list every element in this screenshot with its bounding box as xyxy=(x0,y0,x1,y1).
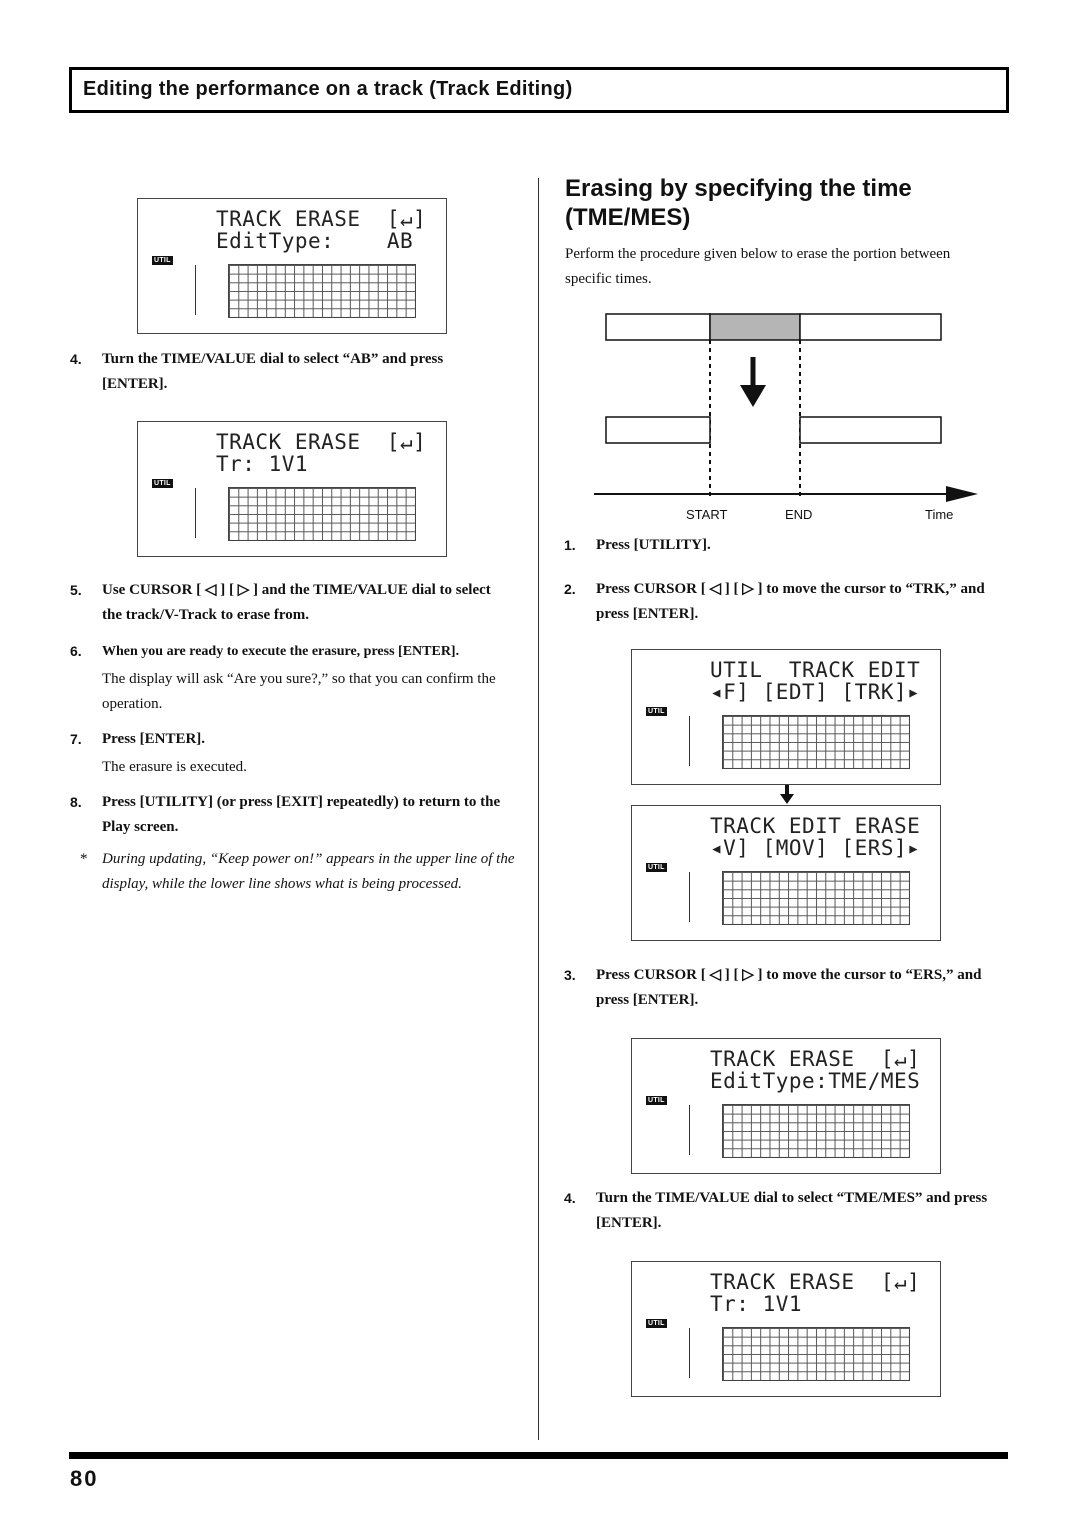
lcd-line-1: UTIL TRACK EDIT xyxy=(710,658,921,682)
step-text: Turn the TIME/VALUE dial to select “TME/MES” and press [ENTER]. xyxy=(596,1190,988,1231)
lcd-display-track-edit-erase xyxy=(631,805,941,941)
util-badge: UTIL xyxy=(648,708,665,715)
step-number: 3. xyxy=(564,967,576,983)
lcd-display-edittype-ab xyxy=(137,198,447,334)
lcd-line-2: EditType:TME/MES xyxy=(710,1069,921,1093)
lcd-display-track-select xyxy=(137,421,447,557)
lcd-vertical-bar xyxy=(195,265,196,315)
util-badge: UTIL xyxy=(154,480,171,487)
lcd-line-1: TRACK ERASE [↵] xyxy=(216,207,427,231)
lcd-line-2: Tr: 1V1 xyxy=(216,452,309,476)
step-number: 8. xyxy=(70,794,82,810)
step-number: 7. xyxy=(70,731,82,747)
start-label: START xyxy=(686,507,728,522)
lcd-vertical-bar xyxy=(689,716,690,766)
footer-rule xyxy=(69,1452,1008,1459)
step-number: 1. xyxy=(564,537,576,553)
lcd-display-util-track-edit xyxy=(631,649,941,785)
lcd-line-1: TRACK ERASE [↵] xyxy=(710,1270,921,1294)
lcd-vertical-bar xyxy=(195,488,196,538)
step-number: 4. xyxy=(70,351,82,367)
step-text: Press [ENTER]. xyxy=(102,731,206,747)
lcd-line-2: ◂V] [MOV] [ERS]▸ xyxy=(710,836,921,860)
note-text: During updating, “Keep power on!” appears in the upper line of the display, while the lower line shows what is being processed. xyxy=(102,851,515,892)
lcd-line-2: Tr: 1V1 xyxy=(710,1292,803,1316)
step-text: Press CURSOR [ ◁ ] [ ▷ ] to move the cursor to “TRK,” and press [ENTER]. xyxy=(596,581,985,622)
util-badge: UTIL xyxy=(154,257,171,264)
lcd-vertical-bar xyxy=(689,872,690,922)
arrow-down-icon xyxy=(778,785,796,805)
lcd-vertical-bar xyxy=(689,1105,690,1155)
lcd-grid xyxy=(228,487,416,541)
lcd-line-2: ◂F] [EDT] [TRK]▸ xyxy=(710,680,921,704)
erase-diagram-graphic xyxy=(590,305,990,535)
step-number: 6. xyxy=(70,643,82,659)
step-number: 5. xyxy=(70,582,82,598)
lcd-line-2: EditType: AB xyxy=(216,229,414,253)
step-text: Turn the TIME/VALUE dial to select “AB” and press [ENTER]. xyxy=(102,351,444,392)
note-asterisk: * xyxy=(80,851,88,867)
section-title: Erasing by specifying the time (TME/MES) xyxy=(565,175,912,231)
end-label: END xyxy=(785,507,813,522)
step-text: Press [UTILITY]. xyxy=(596,537,711,553)
step-text: Use CURSOR [ ◁ ] [ ▷ ] and the TIME/VALUE dial to select the track/V-Track to erase from. xyxy=(102,582,491,623)
step-number: 4. xyxy=(564,1190,576,1206)
lcd-grid xyxy=(722,1327,910,1381)
step-7-body: The erasure is executed. xyxy=(102,759,247,775)
lcd-display-track-select-2 xyxy=(631,1261,941,1397)
header-title: Editing the performance on a track (Track Editing) xyxy=(83,78,573,100)
intro-text: Perform the procedure given below to erase the portion between specific times. xyxy=(565,246,951,287)
lcd-line-1: TRACK EDIT ERASE xyxy=(710,814,921,838)
util-badge: UTIL xyxy=(648,1320,665,1327)
time-label: Time xyxy=(925,507,954,522)
lcd-grid xyxy=(722,1104,910,1158)
lcd-grid xyxy=(228,264,416,318)
section-header xyxy=(69,67,1009,113)
step-text: Press [UTILITY] (or press [EXIT] repeatedly) to return to the Play screen. xyxy=(102,794,501,835)
lcd-line-1: TRACK ERASE [↵] xyxy=(710,1047,921,1071)
lcd-vertical-bar xyxy=(689,1328,690,1378)
lcd-grid xyxy=(722,871,910,925)
step-text: When you are ready to execute the erasure, press [ENTER]. xyxy=(102,644,460,659)
util-badge: UTIL xyxy=(648,864,665,871)
column-divider xyxy=(538,178,539,1440)
lcd-grid xyxy=(722,715,910,769)
lcd-display-edittype-tmemes xyxy=(631,1038,941,1174)
step-number: 2. xyxy=(564,581,576,597)
page-number: 80 xyxy=(70,1466,99,1491)
step-6-body: The display will ask “Are you sure?,” so that you can confirm the operation. xyxy=(102,671,496,712)
step-text: Press CURSOR [ ◁ ] [ ▷ ] to move the cursor to “ERS,” and press [ENTER]. xyxy=(596,967,982,1008)
erase-diagram xyxy=(590,305,990,535)
util-badge: UTIL xyxy=(648,1097,665,1104)
lcd-line-1: TRACK ERASE [↵] xyxy=(216,430,427,454)
